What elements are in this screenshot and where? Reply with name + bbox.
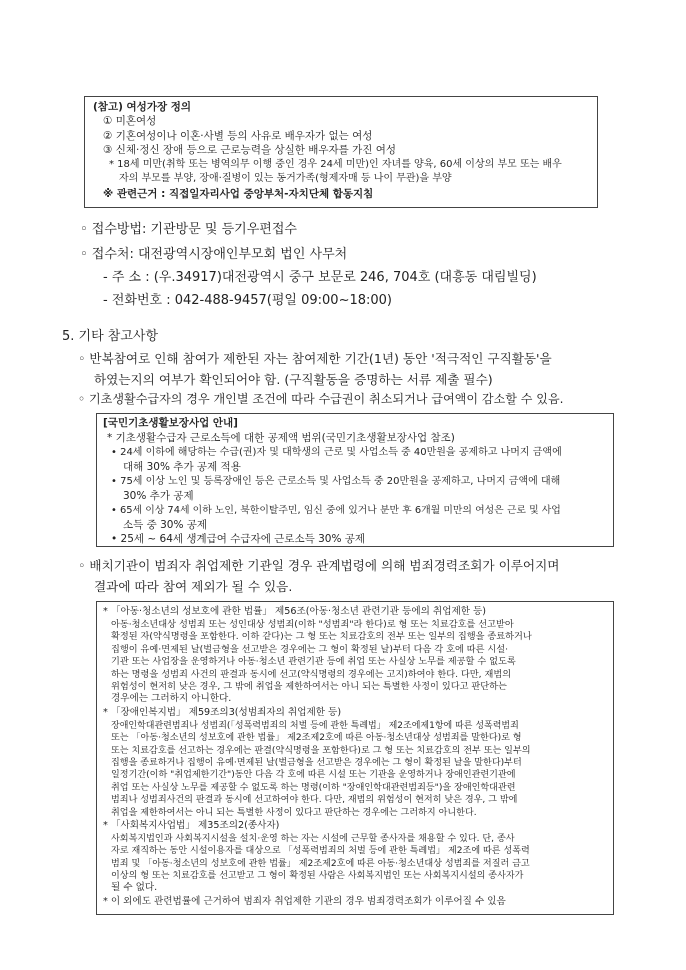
box3-line: 집행이 유예·면제된 날(벌금형을 선고받은 경우에는 그 형이 확정된 날)부터 다음 각 호에 따른 시설· <box>111 644 509 655</box>
box3-line: 집행을 종료하거나 집행이 유예·면제된 날(벌금형을 선고받은 경우에는 그 형이 확정된 날을 말한다)부터 <box>111 758 522 768</box>
box3-line: 일정기간(이하 "취업제한기간")동안 다음 각 호에 따른 시설 또는 기관을 운영하거나 장애인관련기관에 <box>111 770 516 780</box>
box1-line: ③ 신체·정신 장애 등으로 근로능력을 상실한 배우자를 가진 여성 <box>103 144 397 156</box>
box1-line: ① 미혼여성 <box>103 115 157 127</box>
box2-title: [국민기초생활보장사업 안내] <box>103 417 238 429</box>
note-repeat-participation-cont: 하였는지의 여부가 확인되어야 함. (구직활동을 증명하는 서류 제출 필수) <box>94 372 493 387</box>
box3-line: 범죄나 성범죄사건의 판결과 동시에 선고하여야 한다. 다만, 재범의 위험성이 현저히 낮은 경우, 그 밖에 <box>111 795 518 805</box>
box3-line: 될 수 없다. <box>111 882 158 893</box>
box3-line: 하는 명령을 성범죄 사건의 판결과 동시에 선고(약식명령의 경우에는 고지)하여야 한다. 다만, 재범의 <box>111 669 512 680</box>
box3-line: 취업을 제한하여서는 아니 되는 특별한 사정이 있다고 판단하는 경우에는 그러하지 아니한다. <box>111 808 477 818</box>
reception-place: ◦ 접수처: 대전광역시장애인부모회 법인 사무처 <box>80 247 348 262</box>
box3-line: 취업 또는 사실상 노무를 제공할 수 없도록 하는 명령(이하 "장애인학대관련범죄등")을 장애인학대관련 <box>111 783 516 793</box>
box3-line: 장애인학대관련범죄나 성범죄(「성폭력범죄의 처벌 등에 관한 특례법」 제2조에제1항에 따른 성폭력범죄 <box>111 721 519 731</box>
box3-line: 또는 「아동·청소년의 성보호에 관한 법률」 제2조제2호에 따른 아동·청소년대상 성범죄를 말한다)로 형 <box>111 733 522 743</box>
box3-line: 범죄 및 「아동·청소년의 성보호에 관한 법률」 제2조제2호에 따른 아동·청소년대상 성범죄를 저질러 금고 <box>111 859 530 869</box>
box1-line: ② 기혼여성이나 이혼·사별 등의 사유로 배우자가 없는 여성 <box>103 130 373 142</box>
box1-basis: ※ 관련근거 : 직접일자리사업 중앙부처-자치단체 합동지침 <box>103 188 374 200</box>
box3-line: 또는 치료감호를 선고하는 경우에는 판결(약식명령을 포함한다)로 그 형 또는 치료감호의 전부 또는 일부의 <box>111 746 531 756</box>
box3-line: 자로 재직하는 동안 시설이용자를 대상으로 「성폭력범죄의 처벌 등에 관한 특례법」 제2조에 따른 성폭력 <box>111 846 530 856</box>
box2-line: * 기초생활수급자 근로소득에 대한 공제액 범위(국민기초생활보장사업 참조) <box>107 432 455 444</box>
box3-line: 위험성이 현저히 낮은 경우, 그 밖에 취업을 제한하여서는 아니 되는 특별한 사정이 있다고 판단하는 <box>111 681 507 692</box>
box3-line: 아동·청소년대상 성범죄 또는 성인대상 성범죄(이하 "성범죄"라 한다)로 형 또는 치료감호를 선고받아 <box>111 619 514 630</box>
box3-line: 확정된 자(약식명령을 포함한다. 이하 같다)는 그 형 또는 치료감호의 전부 또는 일부의 집행을 종료하거나 <box>111 631 532 642</box>
note-criminal-check-cont: 결과에 따라 참여 제외가 될 수 있음. <box>94 579 293 594</box>
reception-address: - 주 소 : (우.34917)대전광역시 중구 보문로 246, 704호 (대흥동 대림빌딩) <box>103 270 537 285</box>
reception-method: ◦ 접수방법: 기관방문 및 등기우편접수 <box>80 222 297 237</box>
box2-line: • 75세 이상 노인 및 등록장애인 등은 근로소득 및 사업소득 중 20만원을 공제하고, 나머지 금액에 대해 <box>111 476 561 487</box>
box2-line: 대해 30% 추가 공제 적용 <box>123 461 241 473</box>
reception-phone: - 전화번호 : 042-488-9457(평일 09:00~18:00) <box>103 293 393 308</box>
box3-law-heading: * 「장애인복지법」 제59조의3(성범죄자의 취업제한 등) <box>103 707 342 718</box>
box1-title: (참고) 여성가장 정의 <box>93 101 192 113</box>
box2-line: 30% 추가 공제 <box>123 490 194 502</box>
box3-law-heading: * 「아동·청소년의 성보호에 관한 법률」 제56조(아동·청소년 관련기관 등에의 취업제한 등) <box>103 606 487 617</box>
box3-law-heading: * 「사회복지사업법」 제35조의2(종사자) <box>103 820 280 831</box>
note-repeat-participation: ◦ 반복참여로 인해 참여가 제한된 자는 참여제한 기간(1년) 동안 '적극적인 구직활동'을 <box>78 351 552 366</box>
box2-line: 소득 중 30% 공제 <box>123 519 208 531</box>
legal-references-box <box>96 601 614 915</box>
box2-line: • 24세 이하에 해당하는 수급(권)자 및 대학생의 근로 및 사업소득 중 40만원을 공제하고 나머지 금액에 <box>111 447 562 458</box>
box3-line: 기관 또는 사업장을 운영하거나 아동·청소년 관련기관 등에 취업 또는 사실상 노무를 제공할 수 없도록 <box>111 656 516 667</box>
box3-line: 경우에는 그러하지 아니한다. <box>111 693 232 704</box>
box3-line: 이상의 형 또는 치료감호를 선고받고 그 형이 확정된 사람은 사회복지법인 또는 사회복지시설의 종사자가 <box>111 871 524 881</box>
box3-line: 사회복지법인과 사회복지시설을 설치·운영 하는 자는 시설에 근무할 종사자를 채용할 수 있다. 단, 종사 <box>111 834 515 844</box>
section-title: 5. 기타 참고사항 <box>62 329 159 344</box>
box2-line: • 65세 이상 74세 이하 노인, 북한이탈주민, 임신 중에 있거나 분만 후 6개월 미만의 여성은 근로 및 사업 <box>111 505 561 516</box>
note-basic-livelihood: ◦ 기초생활수급자의 경우 개인별 조건에 따라 수급권이 취소되거나 급여액이 감소할 수 있음. <box>78 392 564 406</box>
female-householder-definition-box <box>84 96 598 208</box>
box3-final-note: * 이 외에도 관련법률에 근거하여 범죄자 취업제한 기관의 경우 범죄경력조회가 이루어질 수 있음 <box>103 896 506 907</box>
note-criminal-check: ◦ 배치기관이 범죄자 취업제한 기관일 경우 관계법령에 의해 범죄경력조회가 이루어지며 <box>78 558 560 573</box>
box1-line: * 18세 미만(취학 또는 병역의무 이행 중인 경우 24세 미만)인 자녀를 양육, 60세 이상의 부모 또는 배우 <box>109 159 562 170</box>
box2-line: • 25세 ~ 64세 생계급여 수급자에 근로소득 30% 공제 <box>111 533 366 545</box>
basic-livelihood-guide-box <box>96 413 614 547</box>
box1-line: 자의 부모를 부양, 장애·질병이 있는 동거가족(형제자매 등 나이 무관)을 부양 <box>119 173 452 184</box>
